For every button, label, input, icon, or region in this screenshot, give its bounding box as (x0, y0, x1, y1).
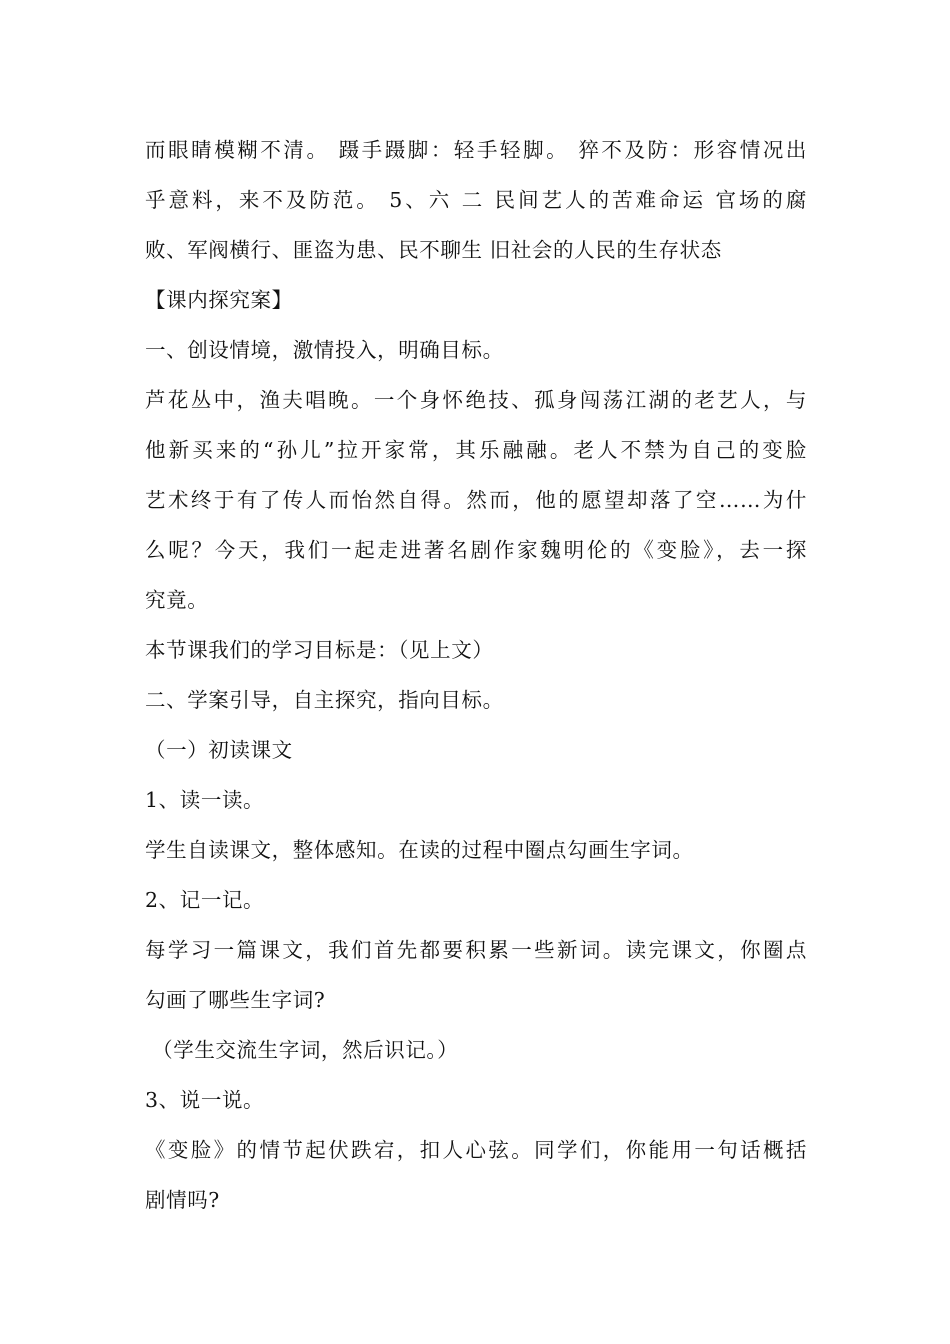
text-line: 败、军阀横行、匪盗为患、民不聊生 旧社会的人民的生存状态 (145, 238, 722, 262)
text-line: 《变脸》的情节起伏跌宕，扣人心弦。同学们，你能用一句话概括 (145, 1138, 807, 1162)
text-line: （学生交流生字词，然后识记。） (145, 1038, 459, 1062)
list-item: 1、读一读。 (145, 788, 265, 812)
text-line: 而眼睛模糊不清。 蹑手蹑脚：轻手轻脚。 猝不及防：形容情况出 (145, 138, 807, 162)
heading-step-two: 二、学案引导，自主探究，指向目标。 (145, 688, 504, 712)
heading-step-one: 一、创设情境，激情投入，明确目标。 (145, 338, 504, 362)
text-line: 本节课我们的学习目标是：（见上文） (145, 638, 494, 662)
text-line: 芦花丛中，渔夫唱晚。一个身怀绝技、孤身闯荡江湖的老艺人，与 (145, 388, 807, 412)
text-line: 他新买来的“孙儿”拉开家常，其乐融融。老人不禁为自己的变脸 (145, 438, 807, 462)
text-line: 么呢？今天，我们一起走进著名剧作家魏明伦的《变脸》，去一探 (145, 538, 807, 562)
text-line: 学生自读课文，整体感知。在读的过程中圈点勾画生字词。 (145, 838, 694, 862)
text-line: 乎意料，来不及防范。 5、六 二 民间艺人的苦难命运 官场的腐 (145, 188, 807, 212)
text-line: 究竟。 (145, 588, 209, 612)
text-line: 勾画了哪些生字词? (145, 988, 326, 1012)
subheading: （一）初读课文 (145, 738, 293, 762)
section-heading: 【课内探究案】 (145, 288, 293, 312)
text-line: 艺术终于有了传人而怡然自得。然而，他的愿望却落了空……为什 (145, 488, 807, 512)
document-page (145, 125, 807, 1225)
text-line: 剧情吗? (145, 1188, 220, 1212)
list-item: 2、记一记。 (145, 888, 265, 912)
list-item: 3、说一说。 (145, 1088, 265, 1112)
text-line: 每学习一篇课文，我们首先都要积累一些新词。读完课文，你圈点 (145, 938, 807, 962)
